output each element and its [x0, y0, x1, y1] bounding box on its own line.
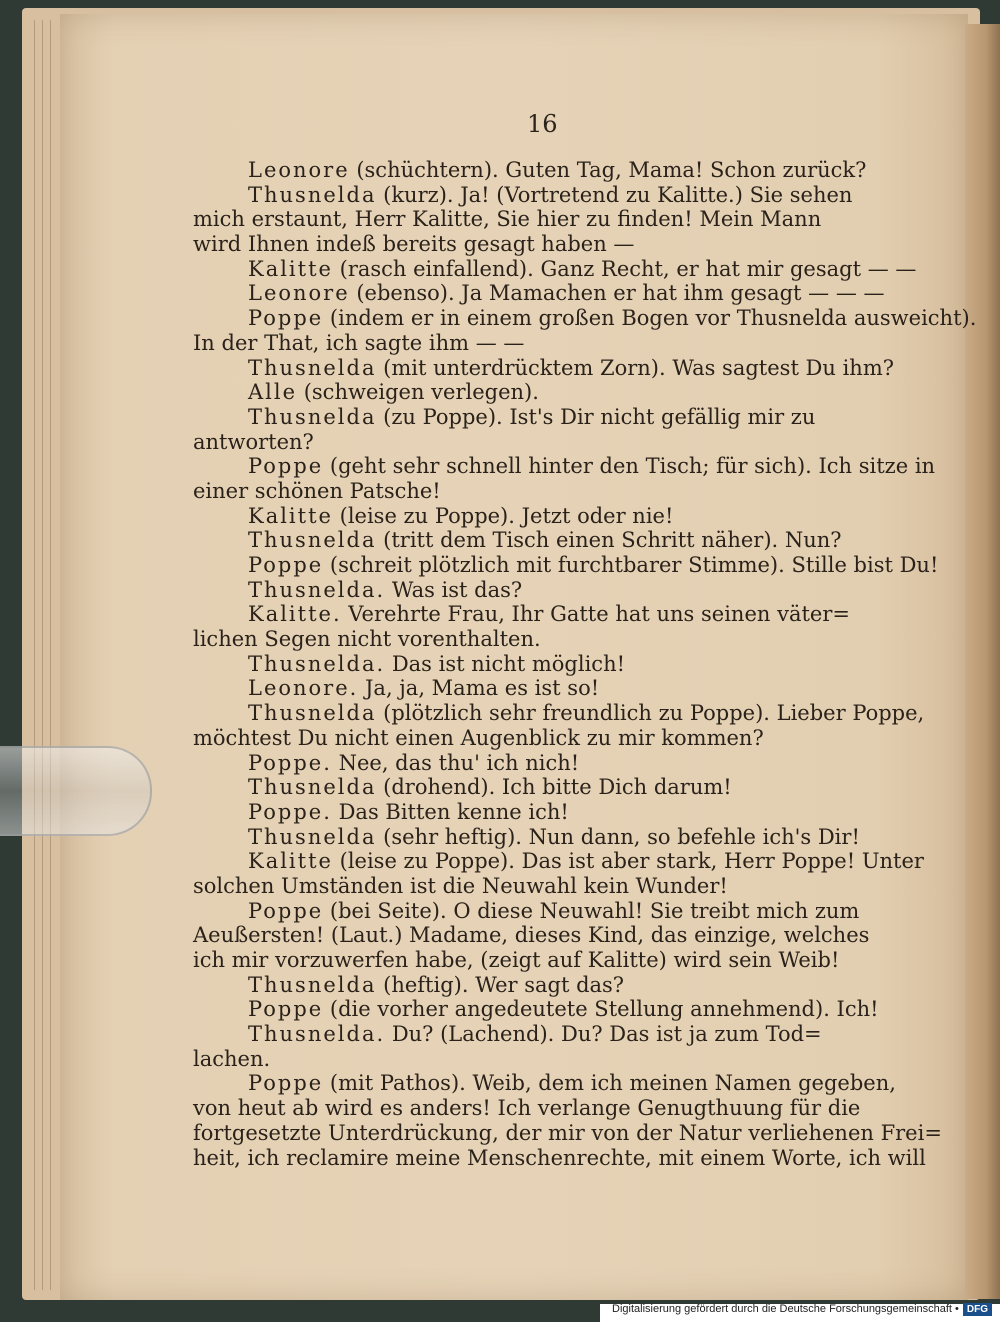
text-line [193, 602, 893, 627]
speaker-name: Thusnelda [248, 775, 377, 800]
text-line [193, 701, 925, 726]
line-text: (tritt dem Tisch einen Schritt näher). Nun? [376, 528, 842, 553]
speaker-name: Poppe [248, 553, 324, 577]
speaker-name: Leonore [248, 158, 350, 182]
line-text: (die vorher angedeutete Stellung annehmend). Ich! [323, 997, 879, 1022]
speaker-name: Poppe. [248, 750, 332, 775]
line-text: (mit unterdrücktem Zorn). Was sagtest Du ihm? [376, 355, 895, 380]
line-text: Aeußersten! (Laut.) Madame, dieses Kind, das einzige, welches [193, 923, 870, 948]
text-line [193, 1145, 926, 1171]
line-text: (schweigen verlegen). [297, 380, 539, 405]
footer [612, 1300, 992, 1318]
speaker-name: Thusnelda [248, 182, 377, 207]
line-text: Du? (Lachend). Du? Das ist ja zum Tod= [385, 1022, 822, 1047]
line-text: (heftig). Wer sagt das? [376, 972, 625, 997]
text-line [193, 1022, 893, 1047]
line-text: lichen Segen nicht vorenthalten. [193, 627, 541, 652]
text-line [193, 948, 893, 973]
line-text: (sehr heftig). Nun dann, so befehle ich's Dir! [376, 824, 860, 849]
line-text: (kurz). Ja! (Vortretend zu Kalitte.) Sie sehen [376, 182, 853, 207]
speaker-name: Poppe [248, 997, 324, 1022]
text-line [193, 923, 893, 948]
speaker-name: Thusnelda [248, 355, 377, 380]
line-text: (zu Poppe). Ist's Dir nicht gefällig mir zu [376, 404, 816, 429]
text-line [193, 578, 893, 603]
line-text: (bei Seite). O diese Neuwahl! Sie treibt mich zum [323, 898, 860, 923]
line-text: Das ist nicht möglich! [385, 651, 626, 676]
speaker-name: Thusnelda [248, 404, 377, 429]
text-line [193, 306, 977, 331]
text-line [193, 1047, 893, 1072]
line-text: mich erstaunt, Herr Kalitte, Sie hier zu finden! Mein Mann [193, 207, 822, 232]
speaker-name: Poppe [248, 898, 324, 923]
speaker-name: Kalitte [248, 256, 333, 281]
line-text: von heut ab wird es anders! Ich verlange Genugthuung für die [193, 1096, 861, 1121]
text-line [193, 405, 893, 430]
line-text: (schreit plötzlich mit furchtbarer Stimme). Stille bist Du! [323, 553, 939, 577]
speaker-name: Alle [248, 380, 298, 405]
line-text: antworten? [193, 429, 314, 454]
speaker-name: Kalitte [248, 503, 333, 528]
page-clip [0, 746, 152, 836]
text-line [193, 973, 893, 998]
text-line [193, 652, 893, 677]
line-text: (indem er in einem großen Bogen vor Thusnelda ausweicht). [323, 306, 977, 331]
text-line [193, 158, 893, 183]
line-text: Nee, das thu' ich nich! [331, 750, 580, 775]
line-text: (leise zu Poppe). Jetzt oder nie! [332, 503, 674, 528]
line-text: In der That, ich sagte ihm — — [193, 330, 525, 355]
line-text: (ebenso). Ja Mamachen er hat ihm gesagt — — — [349, 281, 885, 306]
text-line [193, 356, 893, 381]
text-line [193, 207, 893, 232]
text-line [193, 454, 936, 479]
speaker-name: Kalitte [248, 849, 333, 874]
speaker-name: Thusnelda. [248, 1022, 386, 1047]
text-line [193, 775, 893, 800]
text-line [193, 232, 893, 257]
line-text: (plötzlich sehr freundlich zu Poppe). Lieber Poppe, [376, 701, 925, 726]
line-text: Das Bitten kenne ich! [331, 799, 569, 824]
text-line [193, 1120, 942, 1146]
line-text: Ja, ja, Mama es ist so! [358, 676, 600, 701]
speaker-name: Poppe. [248, 799, 332, 824]
text-line [193, 380, 893, 405]
speaker-name: Thusnelda. [248, 651, 386, 676]
text-line [193, 256, 917, 282]
line-text: einer schönen Patsche! [193, 478, 441, 503]
page-edge-line [42, 20, 43, 1290]
text-line [193, 1071, 896, 1096]
text-line [193, 800, 893, 825]
line-text: (leise zu Poppe). Das ist aber stark, Herr Poppe! Unter [332, 849, 924, 874]
line-text: möchtest Du nicht einen Augenblick zu mir kommen? [193, 725, 764, 750]
speaker-name: Poppe [248, 454, 324, 479]
footer-text: Digitalisierung gefördert durch die Deutsche Forschungsgemeinschaft • [612, 1303, 959, 1315]
line-text: ich mir vorzuwerfen habe, (zeigt auf Kalitte) wird sein Weib! [193, 948, 840, 972]
text-line [193, 997, 893, 1022]
page-edge-line [50, 20, 51, 1290]
page-number: 16 [527, 110, 558, 138]
speaker-name: Poppe [248, 306, 324, 331]
line-text: solchen Umständen ist die Neuwahl kein Wunder! [193, 873, 728, 898]
page-text [193, 158, 977, 1170]
line-text: (schüchtern). Guten Tag, Mama! Schon zurück? [349, 158, 867, 182]
text-line [193, 504, 893, 529]
speaker-name: Leonore [248, 281, 350, 306]
line-text: fortgesetzte Unterdrückung, der mir von der Natur verliehenen Frei= [193, 1120, 942, 1145]
text-line [193, 430, 893, 455]
page-edge-line [34, 20, 35, 1290]
text-line [193, 331, 893, 356]
line-text: Verehrte Frau, Ihr Gatte hat uns seinen väter= [341, 602, 850, 627]
speaker-name: Poppe [248, 1071, 324, 1096]
speaker-name: Thusnelda [248, 972, 377, 997]
speaker-name: Leonore. [248, 676, 359, 701]
dfg-logo: DFG [963, 1303, 992, 1316]
speaker-name: Thusnelda [248, 824, 377, 849]
text-line [193, 676, 893, 701]
speaker-name: Thusnelda [248, 528, 377, 553]
text-line [193, 281, 893, 306]
line-text: Was ist das? [385, 577, 523, 602]
line-text: heit, ich reclamire meine Menschenrechte, mit einem Worte, ich will [193, 1145, 926, 1170]
line-text: (rasch einfallend). Ganz Recht, er hat mir gesagt — — [332, 256, 917, 281]
speaker-name: Thusnelda [248, 701, 377, 726]
line-text: wird Ihnen indeß bereits gesagt haben — [193, 232, 635, 257]
text-line [193, 1096, 893, 1121]
speaker-name: Thusnelda. [248, 577, 386, 602]
page-fold-edge [965, 24, 1000, 1299]
text-line [193, 627, 893, 652]
text-line [193, 479, 893, 504]
speaker-name: Kalitte. [248, 602, 342, 627]
text-line [193, 528, 893, 553]
line-text: (drohend). Ich bitte Dich darum! [376, 775, 732, 800]
line-text: (mit Pathos). Weib, dem ich meinen Namen gegeben, [323, 1071, 896, 1096]
text-line [193, 726, 893, 751]
text-line [193, 849, 924, 874]
text-line [193, 553, 939, 578]
line-text: lachen. [193, 1046, 271, 1071]
text-line [193, 751, 893, 776]
text-line [193, 825, 893, 850]
text-line [193, 899, 893, 924]
text-line [193, 874, 893, 899]
text-line [193, 183, 893, 208]
line-text: (geht sehr schnell hinter den Tisch; für sich). Ich sitze in [323, 454, 936, 479]
